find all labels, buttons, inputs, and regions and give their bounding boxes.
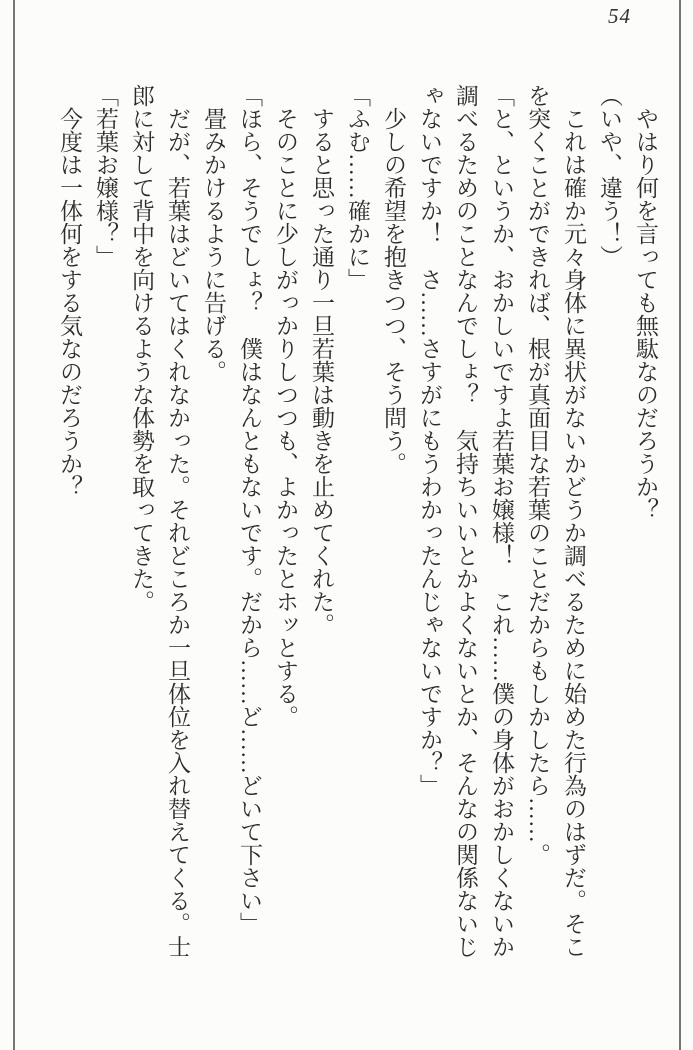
paragraph: 畳みかけるように告げる。 (201, 84, 226, 383)
page-edge-line-right (679, 0, 681, 1050)
paragraph: だが、若葉はどいてはくれなかった。それどころか一旦体位を入れ替えてくる。士郎に対して背中を向けるような体勢を取ってきた。 (129, 84, 190, 958)
paragraph: これは確か元々身体に異状がないかどうか調べるために始めた行為のはずだ。そこを突くことができれば、根が真面目な若葉のことだからもしかしたら……。 (525, 84, 586, 958)
paragraph: そのことに少しがっかりしつつも、よかったとホッとする。 (273, 84, 298, 728)
paragraph: 「ほら、そうでしょ？ 僕はなんともないです。だから……ど……どいて下さい」 (237, 84, 262, 935)
paragraph: すると思った通り一旦若葉は動きを止めてくれた。 (309, 84, 334, 636)
paragraph: 「と、というか、おかしいですよ若葉お嬢様！ これ……僕の身体がおかしくないか調べるためのことなんでしょ？ 気持ちいいとかよくないとか、そんなの関係ないじゃないですか！ さ……さすがにもうわかったんじゃないですか？」 (417, 84, 514, 958)
paragraph: 「若葉お嬢様？」 (93, 84, 118, 268)
paragraph: 「ふむ……確かに」 (345, 84, 370, 291)
paragraph: やはり何を言っても無駄なのだろうか？ (633, 84, 658, 521)
paragraph: 少しの希望を抱きつつ、そう問う。 (381, 84, 406, 475)
paragraph: 今度は一体何をする気なのだろうか？ (57, 84, 82, 498)
page-edge-line-left (13, 0, 15, 1050)
paragraph: （いや、違う！） (597, 84, 622, 268)
page-text (51, 84, 663, 958)
page-number: 54 (608, 4, 631, 28)
